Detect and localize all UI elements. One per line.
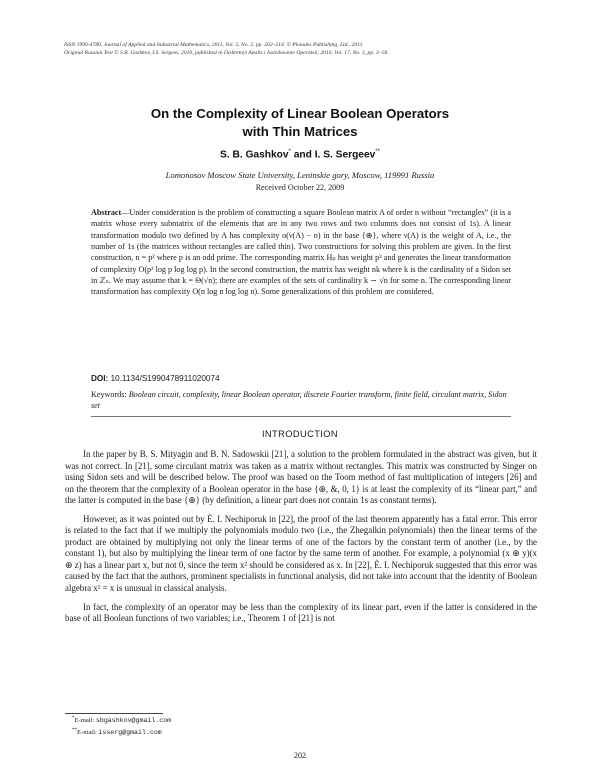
footnote-1 <box>72 716 171 724</box>
paper-title <box>0 105 600 141</box>
footnote-rule <box>65 713 163 714</box>
author-mark-2: ** <box>375 149 380 155</box>
author-mark-1: * <box>288 149 291 155</box>
footnote-2-label: E-mail: <box>77 729 97 737</box>
author-gashkov: S. B. Gashkov <box>220 149 289 161</box>
author-list <box>0 149 600 160</box>
header-line-1: ISSN 1990-4789, Journal of Applied and Industrial Mathematics, 2011, Vol. 5, No. 2, pp. 202–214. © Pleiades Publishing, Ltd., 2011. <box>64 42 364 48</box>
abstract-dash: — <box>121 208 130 217</box>
journal-header <box>64 41 544 57</box>
paragraph-3: In fact, the complexity of an operator may be less than the complexity of its linear part, even if the latter is considered in the base of all Boolean functions of two variables; i.e., Theorem 1 of [21] is not <box>65 601 537 624</box>
section-divider <box>91 416 511 417</box>
body-text <box>65 449 537 632</box>
section-title: INTRODUCTION <box>261 429 339 439</box>
abstract <box>91 207 511 298</box>
footnote-1-label: E-mail: <box>74 717 95 725</box>
abstract-text: Under consideration is the problem of constructing a square Boolean matrix A of order n without “rectangles” (it is a matrix whose every submatrix of the elements that are in any two rows and two columns does not consist of 1s). A linear transformation modulo two defined by A has complexity o(ν(A) − n) in the base {⊕}, where ν(A) is the weight of A, i.e., the number of 1s (the matrices without rectangles are called thin). Two constructions for solving this problem are given. In the first construction, n = p² where p is an odd prime. The corresponding matrix Hₚ has weight p³ and generates the linear transformation of complexity O(p² log p log log p). In the second construction, the matrix has weight nk where k is the cardinality of a Sidon set in ℤₙ. We may assume that k = Θ(√n); there are examples of the sets of cardinality k ∼ √n for some n. The corresponding linear transformation has complexity O(n log n log log n). Some generalizations of this problem are considered. <box>91 208 511 297</box>
abstract-label: Abstract <box>91 208 122 217</box>
keywords-text: Boolean circuit, complexity, linear Boolean operator, discrete Fourier transform, finite field, circulant matrix, Sidon set <box>91 390 507 411</box>
doi <box>91 374 220 383</box>
footnote-2 <box>72 728 162 736</box>
page-number: 202 <box>293 751 307 760</box>
doi-link[interactable]: 10.1134/S1990478911020074 <box>110 374 220 383</box>
paragraph-2: However, as it was pointed out by È. I. Nechiporuk in [22], the proof of the last theorem apparently has a fatal error. This error is related to the fact that if we multiply the polynomials modulo two (i.e., the Zhegalkin polynomials) then the linear terms of the product are obtained by multiplying not only the linear terms of one of the factors by the constant term of another (i.e., by the constant 1), but also by multiplying the linear term of one factor by the same term of another. For example, a polynomial (x ⊕ y)(x ⊕ z) has a linear part x, but not 0, since the term x² should be considered as x. In [22], È. I. Nechiporuk suggested that this error was caused by the fact that the authors, prominent specialists in functional analysis, did not take into account that the identity of Boolean algebra x² = x is unusual in classical analysis. <box>65 513 537 594</box>
keywords-label: Keywords: <box>91 390 127 399</box>
title-line-1: On the Complexity of Linear Boolean Operators <box>150 106 450 121</box>
email-gashkov[interactable]: sbgashkov@gmail.com <box>95 717 172 725</box>
footnote-mark-1: * <box>72 716 75 721</box>
affiliation: Lomonosov Moscow State University, Leninskie gory, Moscow, 119991 Russia <box>165 170 435 180</box>
title-line-2: with Thin Matrices <box>242 124 358 139</box>
keywords <box>91 389 511 412</box>
doi-label: DOI: <box>91 374 109 383</box>
received-date: Received October 22, 2009 <box>255 183 345 192</box>
author-sergeev: I. S. Sergeev <box>314 149 376 161</box>
header-line-2: Original Russian Text © S.B. Gashkov, I.S. Sergeev, 2010, published in Diskretnyi Analiz i Issledovanie Operatsii, 2010, Vol. 17, No. 3, pp. 3–18. <box>64 50 389 56</box>
footnote-mark-2: ** <box>72 728 77 733</box>
email-sergeev[interactable]: isserg@gmail.com <box>98 729 162 737</box>
paragraph-1: In the paper by B. S. Mityagin and B. N. Sadowskii [21], a solution to the problem formulated in the abstract was given, but it was not correct. In [21], some circulant matrix was taken as a matrix without rectangles. This matrix was constructed by Singer on using Sidon sets and will be described below. The proof was based on the Toom method of fast multiplication of integers [26] and on the theorem that the complexity of a Boolean operator in the base {⊕, &, 0, 1} is at least the complexity of its “linear part,” and the latter is computed in the base {⊕} (by definition, a linear part does not contain 1s as constant terms). <box>65 449 537 506</box>
author-conjunction: and <box>293 149 312 161</box>
